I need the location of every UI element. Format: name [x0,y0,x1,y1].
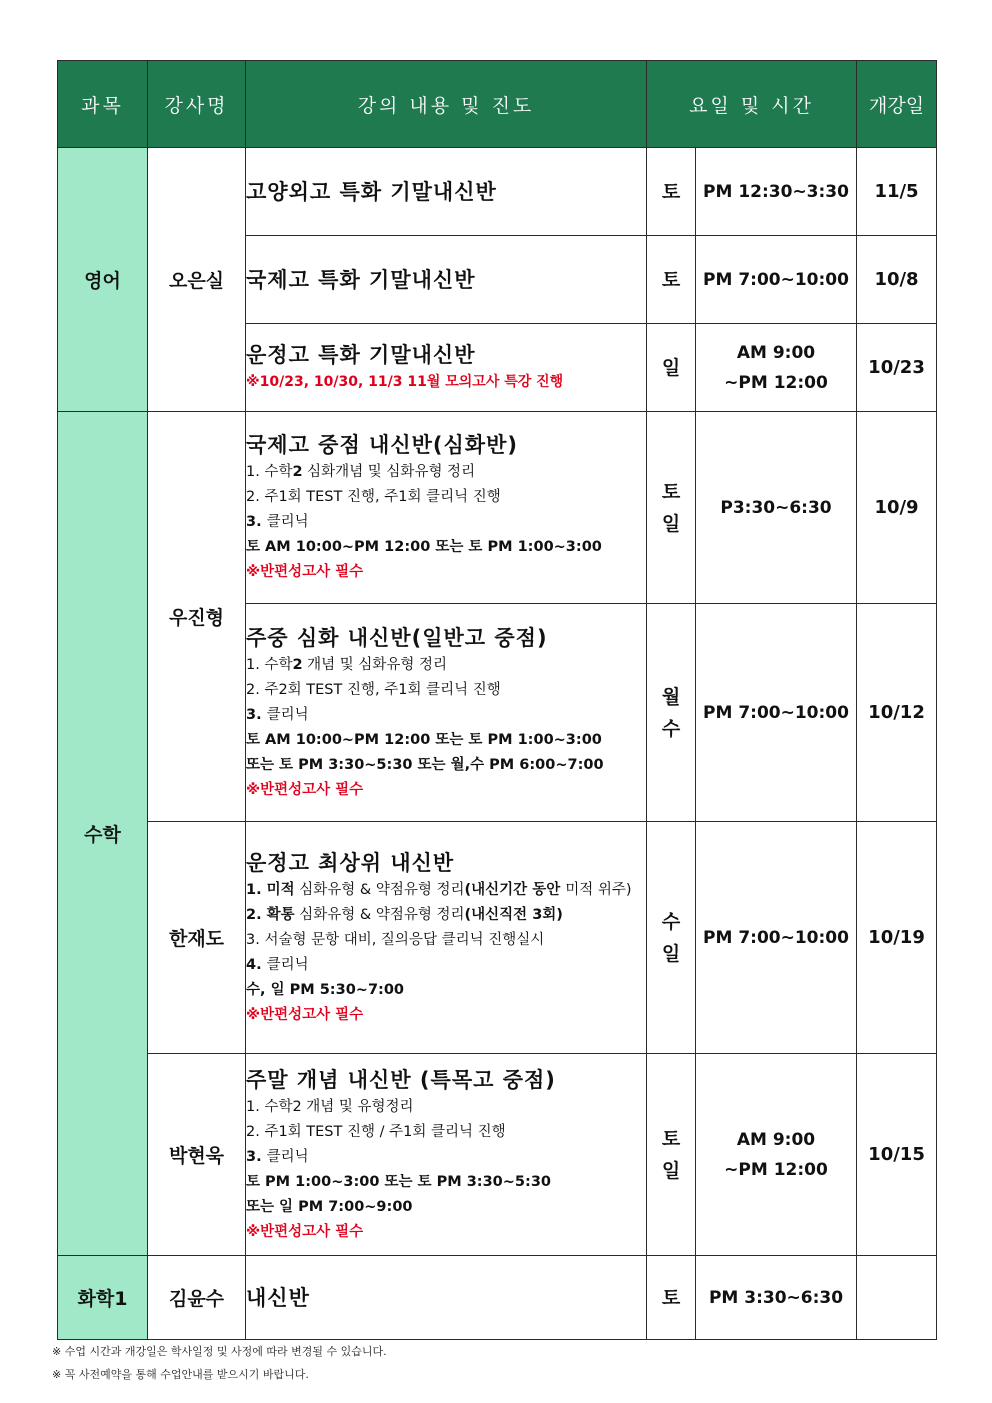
course-note: ※반편성고사 필수 [246,781,364,798]
footnotes [52,1340,387,1386]
course-title: 주말 개념 내신반 (특목고 중점) [246,1067,556,1092]
course-open-date: 10/15 [857,1054,937,1256]
course-title: 국제고 특화 기말내신반 [246,267,476,292]
course-line: 또는 일 PM 7:00~9:00 [246,1198,413,1215]
header-teacher: 강사명 [148,61,246,148]
course-day: 수 일 [647,822,696,1054]
course-time [696,1054,857,1256]
course-title: 주중 심화 내신반(일반고 중점) [246,625,548,650]
header-open-date: 개강일 [857,61,937,148]
course-open-date: 10/19 [857,822,937,1054]
course-open-date: 10/23 [857,324,937,412]
course-day: 토 [647,1256,696,1340]
course-time: PM 7:00~10:00 [696,604,857,822]
footnote: ※ 수업 시간과 개강일은 학사일정 및 사정에 따라 변경될 수 있습니다. [52,1345,387,1358]
table-row [58,822,937,1054]
course-cell [246,412,647,604]
course-title: 내신반 [246,1285,310,1310]
course-line: 수, 일 PM 5:30~7:00 [246,981,405,998]
header-schedule: 요일 및 시간 [647,61,857,148]
course-time: P3:30~6:30 [696,412,857,604]
course-line: 1. 수학2 심화개념 및 심화유형 정리 [246,464,476,480]
table-row [58,412,937,604]
course-time-end: ~PM 12:00 [724,1159,828,1180]
course-line: 토 PM 1:00~3:00 또는 토 PM 3:30~5:30 [246,1173,551,1190]
subject-chemistry: 화학1 [58,1256,148,1340]
course-day: 토 [647,148,696,236]
course-cell [246,604,647,822]
subject-math: 수학 [58,412,148,1256]
course-title: 고양외고 특화 기말내신반 [246,179,497,204]
course-cell [246,236,647,324]
header-content: 강의 내용 및 진도 [246,61,647,148]
course-time: PM 3:30~6:30 [696,1256,857,1340]
course-note: ※반편성고사 필수 [246,564,364,580]
course-line: 토 AM 10:00~PM 12:00 또는 토 PM 1:00~3:00 [246,539,602,555]
header-row [58,61,937,148]
table-row [58,1054,937,1256]
footnote: ※ 꼭 사전예약을 통해 수업안내를 받으시기 바랍니다. [52,1368,309,1381]
course-open-date: 10/8 [857,236,937,324]
course-line: 1. 수학2 개념 및 유형정리 [246,1098,414,1115]
course-day: 토 일 [647,1054,696,1256]
course-line: 토 AM 10:00~PM 12:00 또는 토 PM 1:00~3:00 [246,731,602,748]
course-cell [246,148,647,236]
course-note: ※반편성고사 필수 [246,1223,364,1240]
header-subject: 과목 [58,61,148,148]
course-line: 2. 확통 심화유형 & 약점유형 정리(내신직전 3회) [246,906,563,923]
course-title: 운정고 최상위 내신반 [246,850,455,875]
teacher-name: 박현욱 [148,1054,246,1256]
course-note: ※반편성고사 필수 [246,1006,364,1023]
course-line: 3. 클리닉 [246,514,309,530]
course-day: 토 일 [647,412,696,604]
course-line: 3. 서술형 문항 대비, 질의응답 클리닉 진행실시 [246,931,545,948]
course-cell [246,1054,647,1256]
course-cell [246,822,647,1054]
table-row [58,148,937,236]
course-line: 1. 수학2 개념 및 심화유형 정리 [246,656,448,673]
course-day: 토 [647,236,696,324]
course-title: 운정고 특화 기말내신반 [246,343,476,367]
course-open-date: 11/5 [857,148,937,236]
teacher-name: 김윤수 [148,1256,246,1340]
course-time: PM 7:00~10:00 [696,236,857,324]
course-cell [246,324,647,412]
course-line: 4. 클리닉 [246,956,309,973]
course-open-date [857,1256,937,1340]
course-time: PM 7:00~10:00 [696,822,857,1054]
table-row [58,1256,937,1340]
course-open-date: 10/9 [857,412,937,604]
teacher-name: 한재도 [148,822,246,1054]
course-day: 일 [647,324,696,412]
teacher-name: 오은실 [148,148,246,412]
schedule-table [57,60,937,1340]
course-time-start: AM 9:00 [736,1129,816,1150]
course-time: PM 12:30~3:30 [696,148,857,236]
course-line: 1. 미적 심화유형 & 약점유형 정리(내신기간 동안 미적 위주) [246,881,632,898]
course-cell [246,1256,647,1340]
course-line: 3. 클리닉 [246,1148,309,1165]
course-line: 또는 토 PM 3:30~5:30 또는 월,수 PM 6:00~7:00 [246,756,604,773]
course-line: 2. 주1회 TEST 진행, 주1회 클리닉 진행 [246,489,501,505]
course-line: 2. 주2회 TEST 진행, 주1회 클리닉 진행 [246,681,501,698]
course-note: ※10/23, 10/30, 11/3 11월 모의고사 특강 진행 [246,374,564,390]
course-title: 국제고 중점 내신반(심화반) [246,433,518,457]
course-time [696,324,857,412]
course-open-date: 10/12 [857,604,937,822]
teacher-name: 우진형 [148,412,246,822]
course-day: 월 수 [647,604,696,822]
course-time-start: AM 9:00 [736,342,816,363]
course-time-end: ~PM 12:00 [724,372,828,393]
subject-english: 영어 [58,148,148,412]
course-line: 2. 주1회 TEST 진행 / 주1회 클리닉 진행 [246,1123,506,1140]
course-line: 3. 클리닉 [246,706,309,723]
